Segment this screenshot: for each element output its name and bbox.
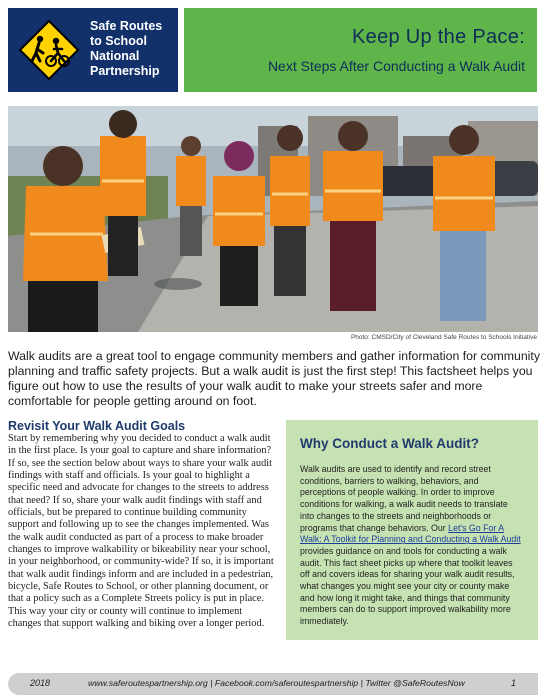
sidebar-text-after: provides guidance on and tools for conducting a walk audit. This fact sheet picks up where that toolkit leaves off and covers ideas for sharing your walk audit results, what changes you might see your city or county make and how long it might take, and things that community members can do to support improved walkability more immediately. (300, 545, 515, 627)
logo-line-2: to School (90, 34, 147, 48)
sidebar-text-before: Walk audits are used to identify and record street conditions, barriers to walking, behaviors, and perceptions of people walking. In order to improve conditions for walking, a walk audit needs to translate into changes to the streets and neighborhoods or programs that change behaviors. Our (300, 464, 508, 533)
footer-links: www.saferoutespartnership.org | Facebook.com/saferoutespartnership | Twitter @SafeRoutesNow (88, 678, 465, 688)
logo-line-3: National (90, 49, 140, 63)
section-heading-revisit: Revisit Your Walk Audit Goals (8, 419, 186, 433)
document-subtitle: Next Steps After Conducting a Walk Audit (267, 58, 525, 74)
walk-audit-photo (8, 106, 538, 332)
why-conduct-sidebar (286, 420, 538, 640)
logo-line-1: Safe Routes (90, 19, 163, 33)
photo-credit: Photo: CMSD/City of Cleveland Safe Routes to Schools Initiative (350, 334, 537, 341)
sr2s-logo (8, 8, 178, 92)
walk-audit-group-illustration (8, 106, 538, 332)
footer-year: 2018 (30, 678, 51, 688)
walking-biking-children-icon (18, 19, 80, 81)
intro-paragraph: Walk audits are a great tool to engage community members and gather information for community planning and traffic safety projects. But a walk audit is just the first step! This factsheet helps you figure out how to use the results of your walk audit to make your streets safer and more comfortable for people getting around on foot. (8, 349, 540, 408)
footer-bar (8, 673, 538, 695)
toolkit-link[interactable]: Let's Go For A Walk: A Toolkit for Planning and Conducting a Walk Audit (300, 522, 521, 545)
logo-line-4: Partnership (90, 64, 160, 78)
title-banner (184, 8, 537, 92)
page-number: 1 (510, 678, 516, 688)
sidebar-heading: Why Conduct a Walk Audit? (300, 436, 479, 451)
sidebar-paragraph (300, 464, 524, 628)
revisit-body: Start by remembering why you decided to conduct a walk audit in the first place. Is your goal to capture and share information? If so, see the section below about ways to share your walk audit findings with staff and officials. Is your goal to highlight a specific need and advocate for changes to the streets to address that need? If so, share your walk audit findings with staff and officials, but be prepared to continue building community support and following up to see the changes implemented. Was the walk audit conducted as part of a process to make broader changes to improve walkability or bikeability near your school, in your neighborhood, or community-wide? If so, it is important that walk audit findings inform and are included in a pedestrian, bicycle, Safe Routes to School, or other planning document, or that a policy such as a Complete Streets policy is put in place. This way your city or county will continue to implement changes that support walking and biking over a longer period. (8, 433, 274, 630)
document-title: Keep Up the Pace: (352, 26, 525, 48)
